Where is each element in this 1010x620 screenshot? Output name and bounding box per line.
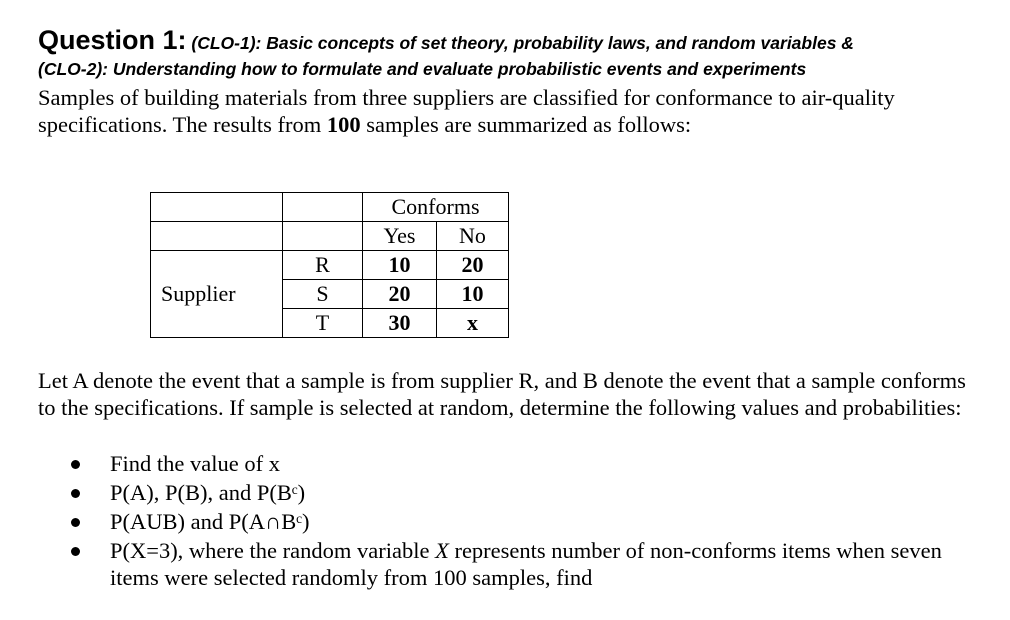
task-text: P(A), P(B), and P(Bᶜ) — [110, 480, 306, 505]
random-variable: X — [435, 538, 449, 563]
event-definition-paragraph: Let A denote the event that a sample is from supplier R, and B denote the event that a sample conforms to the specifications. If sample is selected at random, determine the following values and probabilities: — [38, 368, 966, 420]
question-label: Question 1: — [38, 25, 187, 55]
list-item — [38, 479, 988, 506]
task-list — [38, 450, 988, 593]
no-header: No — [437, 222, 509, 251]
empty-cell — [151, 222, 283, 251]
list-item — [38, 508, 988, 535]
list-item — [38, 537, 988, 591]
intro-text-before: Samples of building materials from three suppliers are classified for conformance to air-quality specifications. The results from — [38, 85, 895, 137]
bullet-icon — [71, 460, 80, 469]
empty-cell — [283, 193, 363, 222]
sample-count: 100 — [326, 112, 361, 137]
conforms-header: Conforms — [363, 193, 509, 222]
no-value-cell: x — [437, 309, 509, 338]
supplier-conformance-table — [150, 192, 509, 338]
list-item — [38, 450, 988, 477]
intro-text-after: samples are summarized as follows: — [360, 112, 692, 137]
bullet-icon — [71, 489, 80, 498]
task-text: Find the value of x — [110, 451, 280, 476]
bullet-icon — [71, 547, 80, 556]
bullet-icon — [71, 518, 80, 527]
yes-value-cell: 20 — [363, 280, 437, 309]
clo-2-text: (CLO-2): Understanding how to formulate and evaluate probabilistic events and experiments — [38, 59, 807, 79]
supplier-cell: T — [283, 309, 363, 338]
empty-cell — [283, 222, 363, 251]
no-value-cell: 20 — [437, 251, 509, 280]
clo-1-text: (CLO-1): Basic concepts of set theory, probability laws, and random variables & — [186, 33, 854, 53]
yes-header: Yes — [363, 222, 437, 251]
supplier-cell: R — [283, 251, 363, 280]
task-text: represents number of non-conforms items when seven items were selected randomly from 100 samples, find — [110, 538, 942, 590]
intro-paragraph — [38, 84, 988, 138]
supplier-label: Supplier — [151, 251, 283, 338]
no-value-cell: 10 — [437, 280, 509, 309]
task-text: P(AUB) and P(A∩Bᶜ) — [110, 509, 310, 534]
yes-value-cell: 10 — [363, 251, 437, 280]
question-heading — [38, 25, 998, 83]
empty-cell — [151, 193, 283, 222]
supplier-cell: S — [283, 280, 363, 309]
yes-value-cell: 30 — [363, 309, 437, 338]
task-text: P(X=3), where the random variable — [110, 538, 436, 563]
